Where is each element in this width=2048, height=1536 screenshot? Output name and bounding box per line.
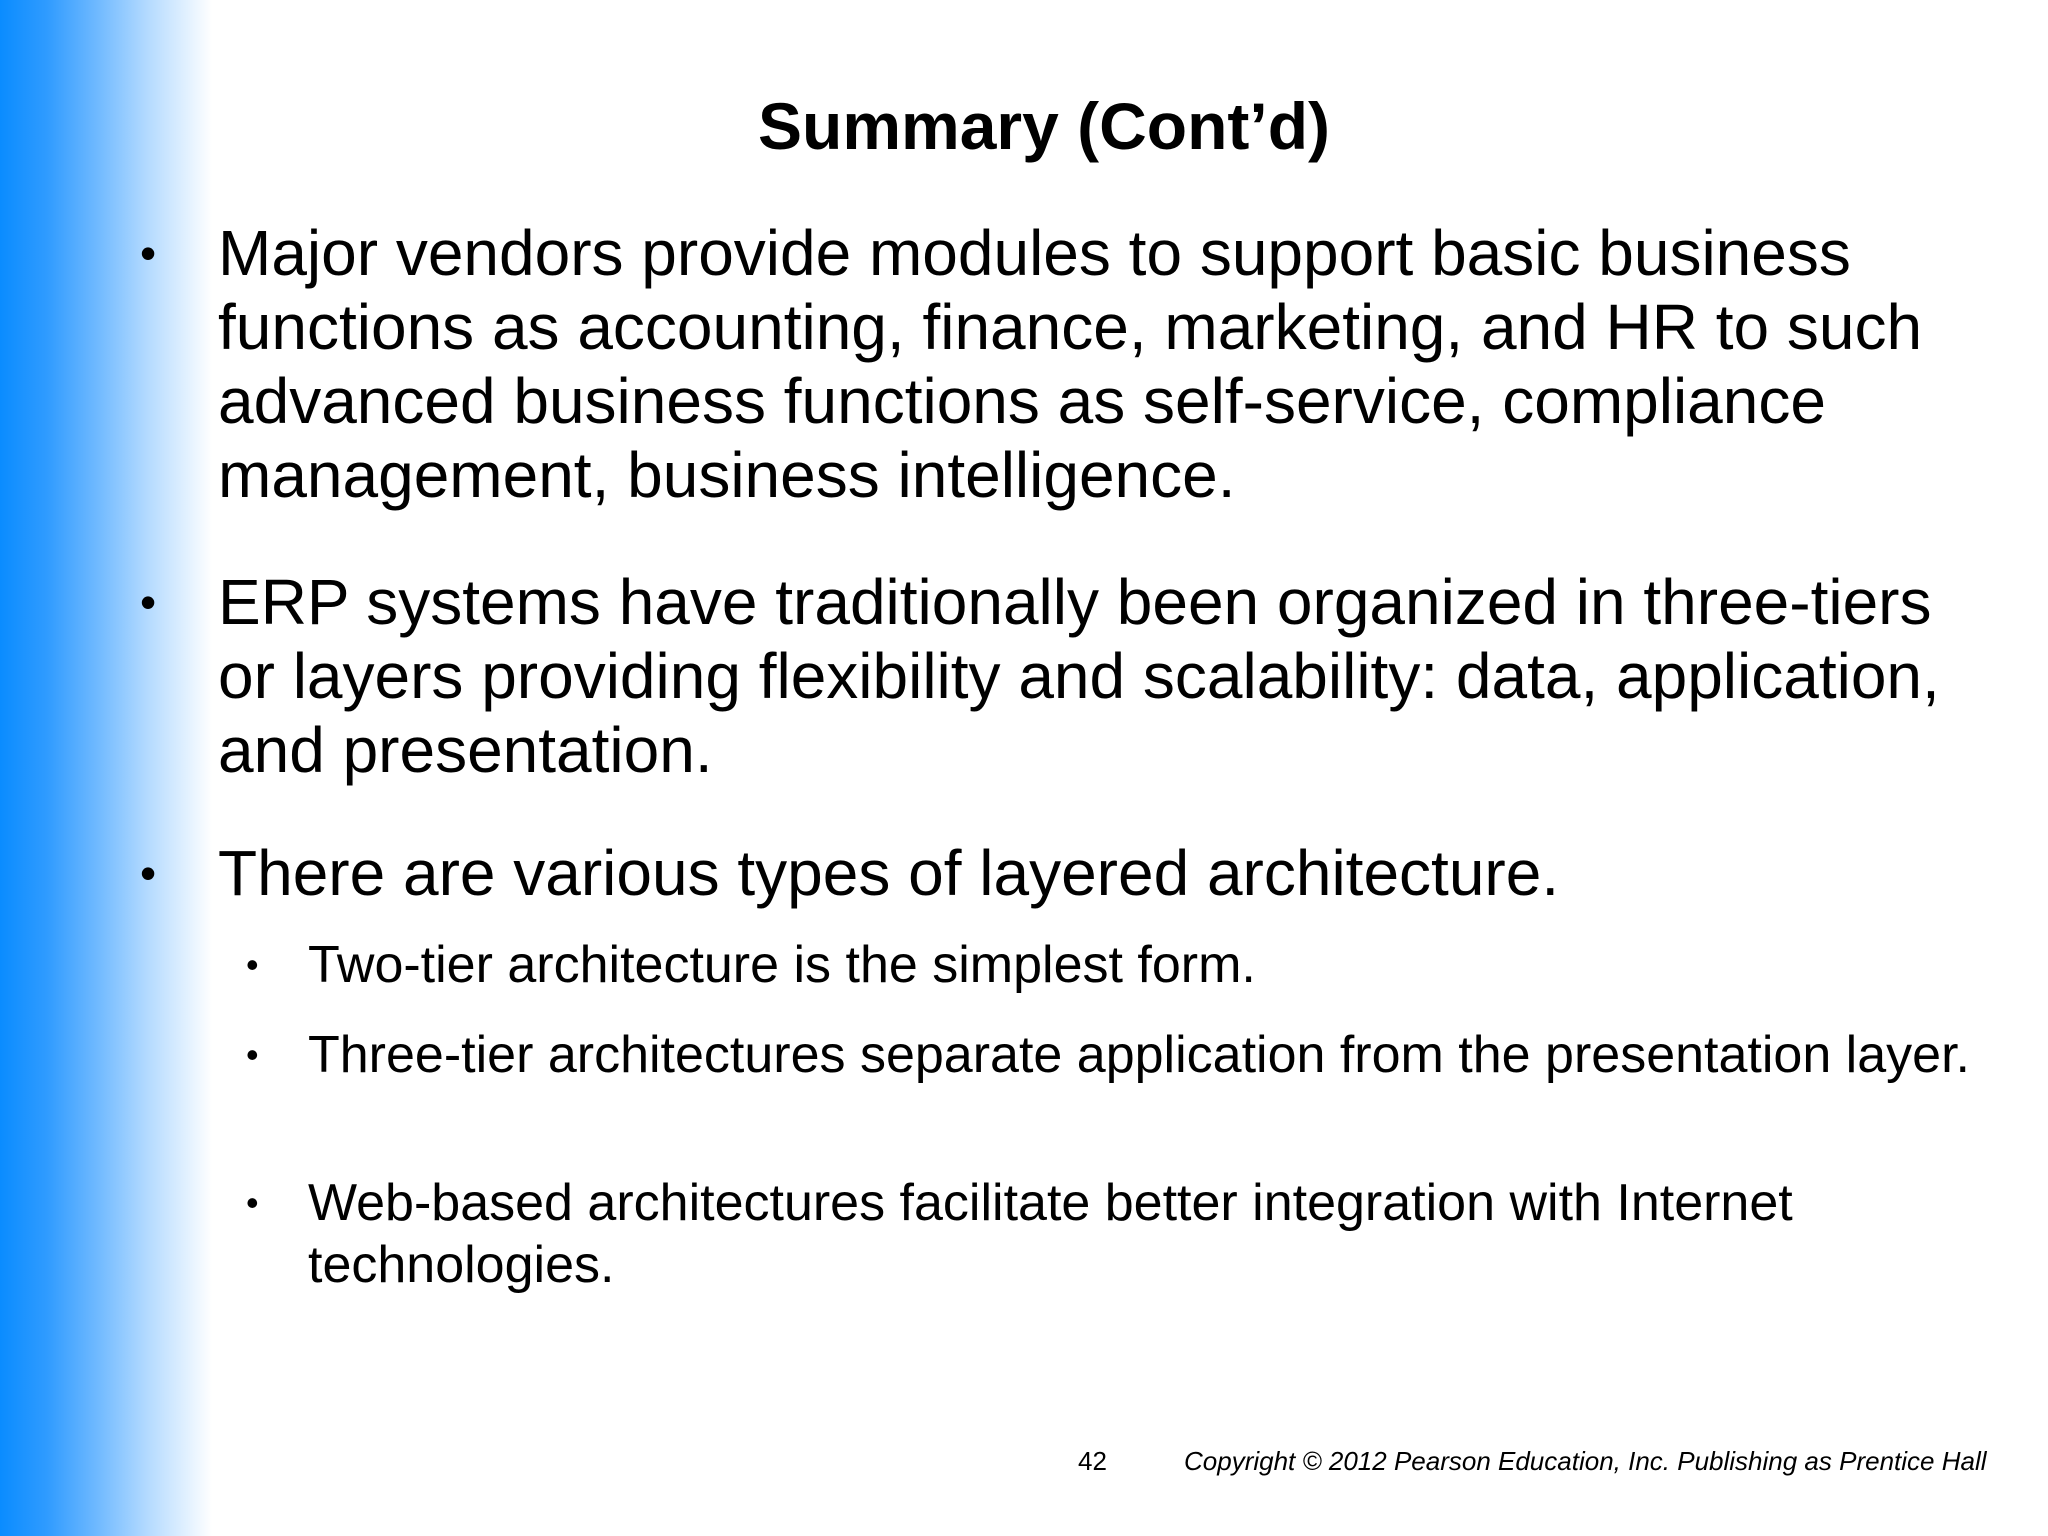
sub-bullet-dot-icon: • (246, 944, 259, 985)
sub-bullet-text: Three-tier architectures separate application from the presentation layer. (308, 1026, 1970, 1084)
sub-bullet-item (246, 934, 1988, 996)
sub-bullet-dot-icon: • (246, 1034, 259, 1075)
sub-bullet-item (246, 1172, 1988, 1296)
sub-bullet-text: Web-based architectures facilitate better integration with Internet technologies. (308, 1174, 1793, 1294)
bullet-dot-icon: • (140, 576, 157, 628)
bullet-item (140, 216, 1978, 512)
page-number: 42 (1078, 1446, 1107, 1476)
bullet-text: ERP systems have traditionally been organized in three-tiers or layers providing flexibility and scalability: data, application, and presentation. (218, 566, 1940, 786)
bullet-dot-icon: • (140, 847, 157, 899)
copyright-notice: Copyright © 2012 Pearson Education, Inc. Publishing as Prentice Hall (1184, 1446, 1987, 1476)
bullet-dot-icon: • (140, 227, 157, 279)
bullet-item (140, 565, 1978, 787)
slide-title: Summary (Cont’d) (757, 89, 1331, 163)
bullet-item (140, 836, 1978, 910)
bullet-text: Major vendors provide modules to support basic business functions as accounting, finance, marketing, and HR to such advanced business functions as self-service, compliance management, business intelligence. (218, 217, 1923, 511)
sub-bullet-item (246, 1024, 1988, 1086)
sub-bullet-dot-icon: • (246, 1182, 259, 1223)
sub-bullet-text: Two-tier architecture is the simplest form. (308, 936, 1256, 994)
bullet-text: There are various types of layered architecture. (218, 837, 1560, 909)
